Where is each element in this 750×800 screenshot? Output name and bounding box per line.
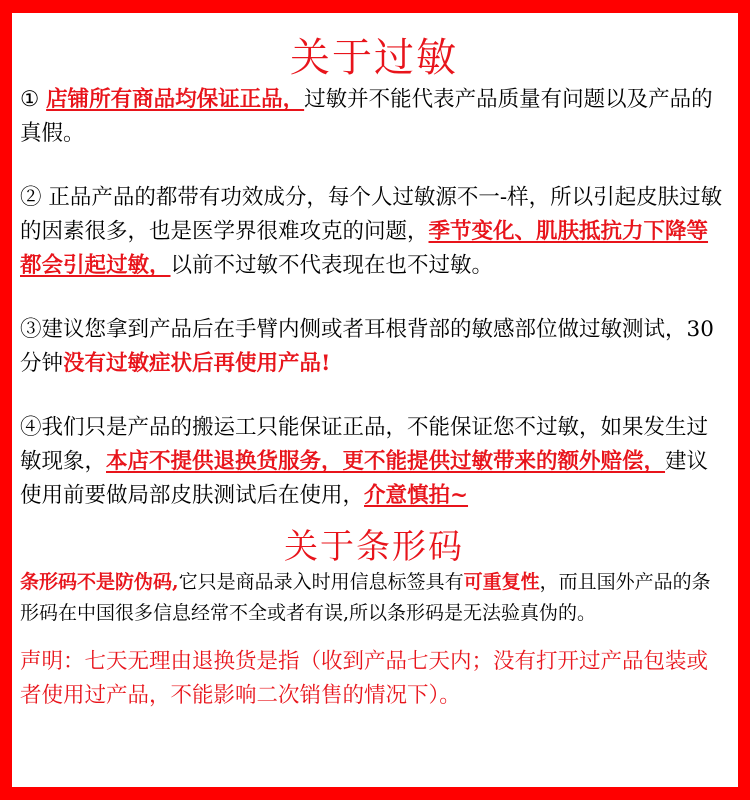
notice-card xyxy=(12,13,738,787)
barcode-text-2: ，而且国外产品的条形码在中国很多信息经常不全或者有误,所以条形码是无法验真伪的。 xyxy=(20,571,711,624)
declaration: 声明：七天无理由退换货是指（收到产品七天内；没有打开过产品包装或者使用过产品，不能影响二次销售的情况下）。 xyxy=(20,649,709,708)
barcode-highlight-2: 可重复性 xyxy=(463,571,540,593)
point-text-2: 建议使用前要做局部皮肤测试后在使用， xyxy=(20,449,709,508)
point-number: ③ xyxy=(20,317,42,342)
allergy-point-4 xyxy=(20,411,728,513)
point-text: 建议您拿到产品后在手臂内侧或者耳根背部的敏感部位做过敏测试，30 分钟 xyxy=(20,317,714,376)
allergy-title: 关于过敏 xyxy=(290,35,458,81)
point-number: ② xyxy=(20,185,49,210)
barcode-text: 它只是商品录入时用信息标签具有 xyxy=(178,571,464,593)
point-highlight: 没有过敏症状后再使用产品! xyxy=(63,351,331,376)
point-number: ④ xyxy=(20,415,42,440)
point-highlight: 季节变化、肌肤抵抗力下降等都会引起过敏， xyxy=(20,219,709,278)
allergy-point-1 xyxy=(20,83,728,151)
point-highlight-2: 介意慎拍~ xyxy=(364,483,469,508)
barcode-title: 关于条形码 xyxy=(284,527,464,567)
point-text: 过敏并不能代表产品质量有问题以及产品的真假。 xyxy=(20,87,713,146)
barcode-highlight: 条形码不是防伪码, xyxy=(20,571,179,593)
point-text: 我们只是产品的搬运工只能保证正品，不能保证您不过敏，如果发生过敏现象， xyxy=(20,415,709,474)
point-text-end: 以前不过敏不代表现在也不过敏。 xyxy=(170,253,494,278)
allergy-point-2 xyxy=(20,181,728,283)
point-number: ① xyxy=(20,87,47,112)
allergy-point-3 xyxy=(20,313,728,381)
point-highlight: 本店不提供退换货服务，更不能提供过敏带来的额外赔偿， xyxy=(106,449,666,474)
point-text: 正品产品的都带有功效成分，每个人过敏源不一-样，所以引起皮肤过敏的因素很多，也是医学界很难攻克的问题， xyxy=(20,185,723,244)
point-highlight: 店铺所有商品均保证正品， xyxy=(46,87,305,112)
barcode-paragraph xyxy=(20,567,728,629)
